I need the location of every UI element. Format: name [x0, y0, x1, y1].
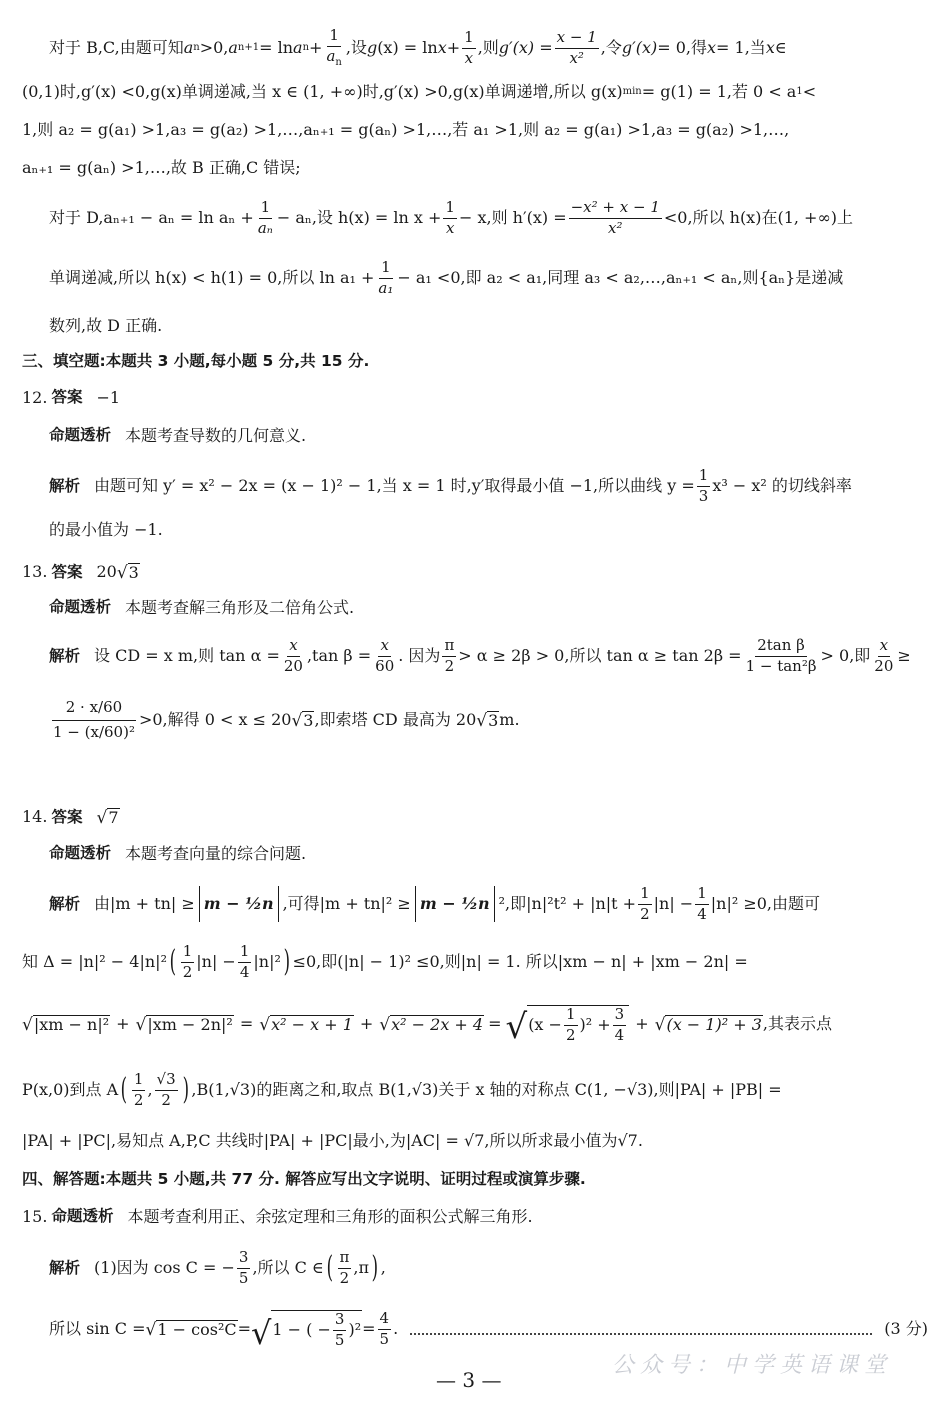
text: P(x,0)到点 A [22, 1080, 119, 1100]
text-line [49, 200, 853, 237]
analysis-line [49, 886, 820, 923]
text: |n|² ≥0,由题可 [710, 894, 821, 914]
text-line: √ |xm − n|² + √ |xm − 2n|² = √ x² − x + 1 + √ x² − 2x + 4 = √ (x − $\frac{1}{2}$ )² + $\frac{3}{4}$ + √ (x − 1)² + 3 ,其表示点 [22, 1005, 832, 1047]
radicand: 7 [108, 808, 119, 827]
fraction [462, 27, 476, 67]
intent-text: 本题考查利用正、余弦定理和三角形的面积公式解三角形. [127, 1207, 533, 1226]
fraction [443, 200, 457, 237]
numerator: 1 [259, 200, 273, 219]
text: . 因为 [398, 646, 441, 666]
numerator: 1 [638, 886, 652, 905]
radicand: x² − 2x + 4 [391, 1014, 484, 1034]
text: . [393, 1319, 399, 1339]
fraction [155, 1072, 178, 1109]
denominator: 2 [339, 1268, 350, 1287]
text: + [309, 38, 323, 58]
text-line: P(x,0)到点 A ( $\frac{1}{2}$ , $\frac{√3}{2}$ ) ,B(1,√3)的距离之和,取点 B(1,√3)关于 x 轴的对称点 C(1, −√3),则|PA| + |PB| = [22, 1070, 782, 1109]
watermark: 公众号：中学英语课堂 [612, 1353, 893, 1378]
text: ,tan β = [306, 646, 372, 666]
text: |n| − [653, 894, 694, 914]
text: >0, [199, 38, 229, 58]
score-label: (3 分) [884, 1319, 928, 1339]
numerator: 1 [695, 886, 709, 905]
text: x³ − x² 的切线斜率 [712, 476, 852, 496]
numerator: 1 [379, 260, 393, 279]
denominator: x² [569, 48, 584, 67]
numerator: 1 [564, 1007, 578, 1026]
intent-label: 命题透析 [49, 426, 112, 445]
var: a [183, 38, 194, 58]
radicand: |xm − 2n|² [147, 1014, 233, 1034]
radicand: (x − 1)² + 3 [666, 1014, 762, 1034]
sub: n [335, 56, 342, 68]
text: = ln [259, 38, 294, 58]
intent-line [49, 428, 306, 444]
sub: n+1 [237, 42, 260, 54]
fraction [564, 1007, 578, 1044]
fraction [51, 700, 137, 741]
numerator: x [378, 638, 390, 657]
text: |n| − [196, 952, 236, 972]
question-number: 15. [22, 1207, 48, 1226]
text: = 1,当 [716, 38, 766, 58]
numerator: 3 [333, 1312, 347, 1331]
text-line [49, 28, 787, 68]
numerator: 1 [462, 30, 476, 49]
text: |n|² [253, 952, 281, 972]
answer-label: 答案 [51, 388, 83, 407]
var: g′(x) [621, 38, 658, 58]
text: >0,解得 0 < x ≤ 20 [138, 710, 292, 730]
text-line [49, 260, 843, 297]
denominator: 1 − (x/60)² [53, 722, 135, 741]
radicand: 3 [303, 710, 314, 730]
sqrt: √ 7 [96, 807, 119, 828]
intent-line [49, 846, 306, 862]
fraction [132, 1072, 146, 1109]
numerator: 1 [697, 468, 711, 487]
var: x [765, 38, 775, 58]
denominator: 20 [283, 656, 303, 675]
analysis-line [49, 468, 852, 505]
text: + [446, 38, 461, 58]
text-line: 数列,故 D 正确. [49, 316, 163, 335]
denominator: 4 [239, 962, 250, 981]
numerator: √3 [155, 1072, 178, 1091]
text: = 0,得 [657, 38, 708, 58]
numerator: x [878, 638, 890, 657]
text: = [237, 1319, 252, 1339]
text: ,则 [477, 38, 499, 58]
fraction [282, 638, 305, 675]
analysis-line: 解析 (1)因为 cos C = − $\frac{3}{5}$ ,所以 C ∈ ( $\frac{\pi}{2}$ ,π ) , [49, 1248, 386, 1287]
answer-line [22, 808, 120, 827]
denominator: 2 [182, 962, 193, 981]
denominator: 5 [379, 1329, 390, 1348]
fraction [872, 638, 895, 675]
radicand: x² − x + 1 [271, 1014, 353, 1034]
text-line: |PA| + |PC|,易知点 A,P,C 共线时|PA| + |PC|最小,为|AC| = √7,所以所求最小值为√7. [22, 1131, 643, 1150]
abs-expression: m − ½n [203, 894, 274, 914]
analysis-line [49, 638, 911, 675]
sub: n [193, 42, 200, 54]
fraction [569, 200, 662, 237]
text: = g(1) = 1,若 0 < a [641, 82, 797, 101]
text: < [802, 82, 817, 101]
radicand: |xm − n|² [33, 1014, 110, 1034]
fraction [324, 28, 343, 68]
analysis-label: 解析 [49, 476, 81, 495]
text: − aₙ,设 h(x) = ln x + [276, 208, 442, 228]
denominator: 2 [565, 1025, 576, 1044]
denominator: 1 − tan²β [745, 656, 817, 675]
text: )² + [579, 1014, 611, 1034]
text: g′(x) = [498, 38, 553, 58]
analysis-label: 解析 [49, 894, 81, 913]
fraction [373, 638, 396, 675]
text: 对于 B,C,由题可知 [49, 38, 184, 58]
intent-text: 本题考查向量的综合问题. [125, 844, 307, 863]
text: ,B(1,√3)的距离之和,取点 B(1,√3)关于 x 轴的对称点 C(1, −√3),则|PA| + |PB| = [191, 1080, 782, 1100]
numerator: x − 1 [555, 30, 599, 49]
denominator: x² [608, 218, 623, 237]
text: − x,则 h′(x) = [458, 208, 567, 228]
fraction [338, 1250, 352, 1287]
denominator: x [464, 48, 474, 67]
answer-line [22, 390, 120, 406]
sub: min [622, 86, 642, 97]
sub: 1 [796, 86, 803, 97]
text: 1 − ( − [272, 1319, 331, 1339]
intent-line [49, 600, 354, 616]
numerator: 1 [132, 1072, 146, 1091]
numerator: −x² + x − 1 [569, 200, 662, 219]
text: ,设 [345, 38, 367, 58]
sqrt: √ 3 [476, 710, 499, 731]
text: ,其表示点 [762, 1014, 832, 1034]
answer-line [22, 563, 140, 582]
answer-value: −1 [96, 388, 121, 407]
fraction [744, 638, 819, 675]
sqrt: √ |xm − 2n|² [135, 1014, 233, 1035]
var: g [366, 38, 378, 58]
denominator: aₙ [257, 218, 273, 237]
sqrt: √ 3 [291, 710, 314, 731]
denominator: a [326, 46, 336, 65]
text: ,所以 C ∈ [252, 1258, 324, 1278]
paren: ( [169, 944, 177, 980]
text: (x − [528, 1014, 562, 1034]
text: 知 Δ = |n|² − 4|n|² [22, 952, 167, 972]
sqrt: √ (x − $\frac{1}{2}$ )² + $\frac{3}{4}$ [506, 1005, 630, 1044]
sqrt: √ x² − x + 1 [259, 1014, 353, 1035]
fraction [378, 1311, 392, 1348]
denominator: 60 [375, 656, 395, 675]
question-number: 12. [22, 388, 48, 407]
text-line [49, 1309, 928, 1352]
numerator: 1 [327, 28, 341, 47]
denominator: 5 [334, 1330, 345, 1349]
var: x [437, 38, 447, 58]
fraction [555, 27, 599, 67]
answer-label: 答案 [51, 562, 83, 581]
text-line [49, 700, 520, 741]
section-heading: 三、填空题:本题共 3 小题,每小题 5 分,共 15 分. [22, 352, 370, 370]
leader-dots [410, 1332, 872, 1335]
text: > 0,即 [820, 646, 871, 666]
fraction [238, 944, 252, 981]
text-line [22, 944, 748, 981]
fraction [237, 1250, 251, 1287]
sqrt: √ (x − 1)² + 3 [654, 1014, 762, 1035]
text: ∈ [774, 38, 787, 58]
denominator: 2 [444, 656, 455, 675]
radicand: 1 − cos²C [157, 1319, 237, 1339]
denominator: 2 [161, 1090, 171, 1109]
numerator: 1 [181, 944, 195, 963]
text: ²,即|n|²t² + |n|t + [498, 894, 637, 914]
numerator: x [287, 638, 299, 657]
question-number: 13. [22, 562, 48, 582]
text: 单调递减,所以 h(x) < h(1) = 0,所以 ln a₁ + [49, 268, 375, 288]
text: = [362, 1319, 376, 1339]
text: ≤0,即(|n| − 1)² ≤0,则|n| = 1. 所以|xm − n| + |xm − 2n| = [292, 952, 748, 972]
text: ≥ [897, 646, 911, 666]
text: (x) = ln [377, 38, 438, 58]
text: 由|m + tn| ≥ [94, 894, 195, 914]
numerator: 1 [443, 200, 457, 219]
denominator: 3 [698, 486, 709, 505]
fraction [376, 260, 395, 297]
denominator: x [445, 218, 455, 237]
text: − a₁ <0,即 a₂ < a₁,同理 a₃ < a₂,…,aₙ₊₁ < aₙ,则{aₙ}是递减 [397, 268, 844, 288]
radicand: 3 [488, 710, 499, 730]
fraction [613, 1007, 627, 1044]
denominator: 5 [238, 1268, 249, 1287]
page-number: — 3 — [436, 1368, 502, 1392]
fraction [256, 200, 275, 237]
denominator: a₁ [378, 278, 394, 297]
sqrt: √ x² − 2x + 4 [379, 1014, 484, 1035]
numerator: π [338, 1250, 352, 1269]
question-number: 14. [22, 807, 48, 827]
intent-text: 本题考查导数的几何意义. [125, 426, 307, 445]
fraction [638, 886, 652, 923]
text: m. [499, 710, 520, 730]
text: (0,1)时,g′(x) <0,g(x)单调递减,当 x ∈ (1, +∞)时,g′(x) >0,g(x)单调递增,所以 g(x) [22, 82, 623, 101]
intent-line [22, 1209, 533, 1225]
analysis-label: 解析 [49, 1258, 81, 1277]
text: > α ≥ 2β > 0,所以 tan α ≥ tan 2β = [458, 646, 742, 666]
fraction [695, 886, 709, 923]
abs-expression: m − ½n [419, 894, 490, 914]
denominator: 4 [614, 1025, 625, 1044]
denominator: 4 [697, 904, 707, 923]
text: ,π [353, 1258, 369, 1278]
text: <0,所以 h(x)在(1, +∞)上 [663, 208, 854, 228]
text: ,可得|m + tn|² ≥ [282, 894, 411, 914]
section-heading: 四、解答题:本题共 5 小题,共 77 分. 解答应写出文字说明、证明过程或演算步骤. [22, 1170, 586, 1188]
fraction [442, 638, 456, 675]
text: 对于 D,aₙ₊₁ − aₙ = ln aₙ + [49, 208, 254, 228]
text: ,即索塔 CD 最高为 20 [314, 710, 477, 730]
text: 设 CD = x m,则 tan α = [94, 646, 280, 666]
text: 由题可知 y′ = x² − 2x = (x − 1)² − 1,当 x = 1 时,y′取得最小值 −1,所以曲线 y = [94, 476, 695, 496]
fraction [697, 468, 711, 505]
text: 所以 sin C = [49, 1319, 146, 1339]
text: ,令 [600, 38, 622, 58]
text: )² [348, 1319, 362, 1339]
numerator: 3 [237, 1250, 251, 1269]
intent-label: 命题透析 [49, 598, 112, 617]
var: a [293, 38, 303, 58]
var: x [707, 38, 717, 58]
denominator: 2 [133, 1090, 144, 1109]
fraction [181, 944, 195, 981]
intent-label: 命题透析 [49, 844, 112, 863]
paren: ) [283, 944, 290, 980]
numerator: 2tan β [755, 638, 807, 657]
var: a [228, 38, 238, 58]
denominator: 2 [640, 904, 650, 923]
text: , [380, 1258, 386, 1278]
sqrt: √ 3 [116, 562, 139, 583]
numerator: π [442, 638, 456, 657]
sqrt: √ 1 − cos²C [145, 1319, 237, 1340]
answer-value: 20 [96, 562, 117, 582]
intent-text: 本题考查解三角形及二倍角公式. [125, 598, 355, 617]
answer-label: 答案 [51, 807, 83, 826]
sqrt: √ |xm − n|² [22, 1014, 110, 1035]
numerator: 3 [613, 1007, 627, 1026]
sqrt: √ 1 − ( − $\frac{3}{5}$ )² [251, 1310, 362, 1352]
text-line [22, 84, 816, 100]
text: (1)因为 cos C = − [94, 1258, 235, 1278]
analysis-label: 解析 [49, 646, 81, 665]
numerator: 1 [238, 944, 252, 963]
numerator: 4 [378, 1311, 392, 1330]
numerator: 2 · x/60 [52, 700, 136, 721]
fraction [333, 1312, 347, 1349]
intent-label: 命题透析 [51, 1207, 114, 1226]
radicand: 3 [128, 563, 139, 582]
text-line: 的最小值为 −1. [49, 520, 163, 539]
sub: n [302, 42, 310, 54]
text-line: aₙ₊₁ = g(aₙ) >1,…,故 B 正确,C 错误; [22, 158, 301, 177]
denominator: 20 [874, 656, 894, 675]
text-line: 1,则 a₂ = g(a₁) >1,a₃ = g(a₂) >1,…,aₙ₊₁ = g(aₙ) >1,…,若 a₁ >1,则 a₂ = g(a₁) >1,a₃ = g(a₂) >1,…, [22, 120, 790, 139]
